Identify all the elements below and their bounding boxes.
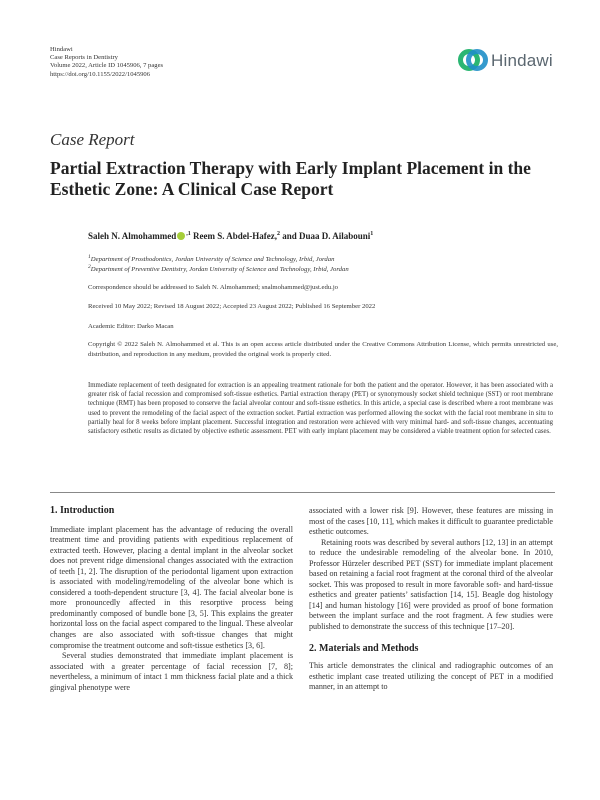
affiliation-number: 1 [88, 254, 91, 260]
publication-dates: Received 10 May 2022; Revised 18 August 2022; Accepted 23 August 2022; Published 16 September 2022 [88, 303, 376, 310]
author-list [88, 231, 373, 241]
article-type: Case Report [50, 130, 135, 149]
author-affiliation-number: 2 [277, 231, 280, 237]
body-paragraph: associated with a lower risk [9]. However, these features are missing in most of the cases [10, 11], which makes it difficult to guarantee predictable esthetic outcomes. [309, 506, 553, 537]
author-name: Reem S. Abdel-Hafez, [190, 231, 277, 241]
doi-link[interactable]: https://doi.org/10.1155/2022/1045906 [50, 70, 151, 78]
author-affiliation-number: ,1 [186, 231, 191, 237]
divider [50, 492, 555, 493]
orcid-icon[interactable] [177, 232, 185, 240]
body-paragraph: Retaining roots was described by several authors [12, 13] in an attempt to reduce the undesirable remodeling of the alveolar bone. In 2010, Professor Hürzeler described PET (SST) for immediate implant placement based on retaining a facial root fragment at the coronal third of the alveolar socket. This was proposed to result in more favorable soft- and hard-tissue esthetics and greater patients’ satisfaction [14, 15]. Beagle dog histology [14] and human histology [16] were provided as proof of bone formation between the implant surface and the root fragment. A few studies were published to demonstrate the success of this technique [17–20]. [309, 537, 553, 632]
affiliation-text: Department of Prosthodontics, Jordan University of Science and Technology, Irbid, Jordan [90, 256, 335, 264]
section-heading-methods: 2. Materials and Methods [309, 642, 419, 654]
body-paragraph: Immediate implant placement has the advantage of reducing the overall treatment time and providing patients with expeditious replacement of extracted teeth. However, placing a dental implant in the alveolar socket does not prevent ridge dimensional changes associated with the extraction of teeth [1, 2]. The disruption of the periodontal ligament upon extraction is associated with modeling/remodeling of the alveolar bone which is considered a tooth-dependent structure [3, 4]. The facial alveolar bone is more pronouncedly affected in this resorptive process being predominantly composed of bundle bone [3, 5]. This explains the greater horizontal loss on the facial aspect compared to the lingual. These alveolar changes are also associated with soft-tissue changes that might compromise the treatment outcome and soft-tissue esthetics [3, 6]. [50, 524, 293, 650]
journal-name: Case Reports in Dentistry [50, 54, 118, 62]
abstract: Immediate replacement of teeth designated for extraction is an appealing treatment rationale for both the patient and the operator. However, it has been associated with a greater risk of facial recession and compromised soft-tissue esthetics. Partial extraction therapy (PET) or synonymously socket shield technique (SST) or root membrane technique (RMT) has been proposed to conserve the facial alveolar contour and soft-tissue esthetics. In this article, a special case is described where a root membrane was used to prevent the remodeling of the facial aspect of the extraction socket. Partial extraction was performed allowing the socket with the facial root membrane in situ to partially heal for 8 weeks before implant placement. Successful integration and restoration were achieved with very minimal hard- and soft-tissue changes, accentuating satisfactory esthetic results as dictated by objective esthetic assessment. PET with early implant placement may be considered a viable treatment option for selected cases. [88, 382, 553, 436]
logo-wordmark: Hindawi [491, 51, 553, 70]
author-name: Saleh N. Almohammed [88, 231, 177, 241]
affiliation-number: 2 [88, 264, 91, 270]
author-affiliation-number: 1 [370, 231, 374, 237]
article-title: Partial Extraction Therapy with Early Implant Placement in the Esthetic Zone: A Clinical Case Report [50, 158, 531, 199]
academic-editor: Academic Editor: Darko Macan [88, 323, 174, 330]
journal-metadata [50, 46, 163, 79]
left-column [50, 506, 293, 693]
volume-info: Volume 2022, Article ID 1045906, 7 pages [50, 62, 164, 70]
right-column [309, 506, 553, 693]
affiliation-text: Department of Preventive Dentistry, Jordan University of Science and Technology, Irbid, Jordan [90, 266, 349, 274]
body-paragraph: This article demonstrates the clinical and radiographic outcomes of an esthetic implant case treated utilizing the concept of PET in a modified manner, in an attempt to [309, 661, 553, 692]
copyright-notice: Copyright © 2022 Saleh N. Almohammed et al. This is an open access article distributed under the Creative Commons Attribution License, which permits unrestricted use, distribution, and reproduction in any medium, provided the original work is properly cited. [88, 341, 558, 358]
publisher-name: Hindawi [50, 46, 73, 53]
hindawi-logo [457, 44, 557, 78]
author-name: and Duaa D. Ailabouni [280, 231, 371, 241]
correspondence: Correspondence should be addressed to Saleh N. Almohammed; snalmohammed@just.edu.jo [88, 284, 339, 291]
body-paragraph: Several studies demonstrated that immediate implant placement is associated with a greater percentage of facial recession [7, 8]; nevertheless, a minimum of intact 1 mm thickness facial plate and a thick gingival phenotype were [50, 651, 293, 692]
affiliation [88, 263, 558, 274]
section-heading-introduction: 1. Introduction [50, 505, 115, 516]
hindawi-logo-icon [457, 44, 489, 76]
